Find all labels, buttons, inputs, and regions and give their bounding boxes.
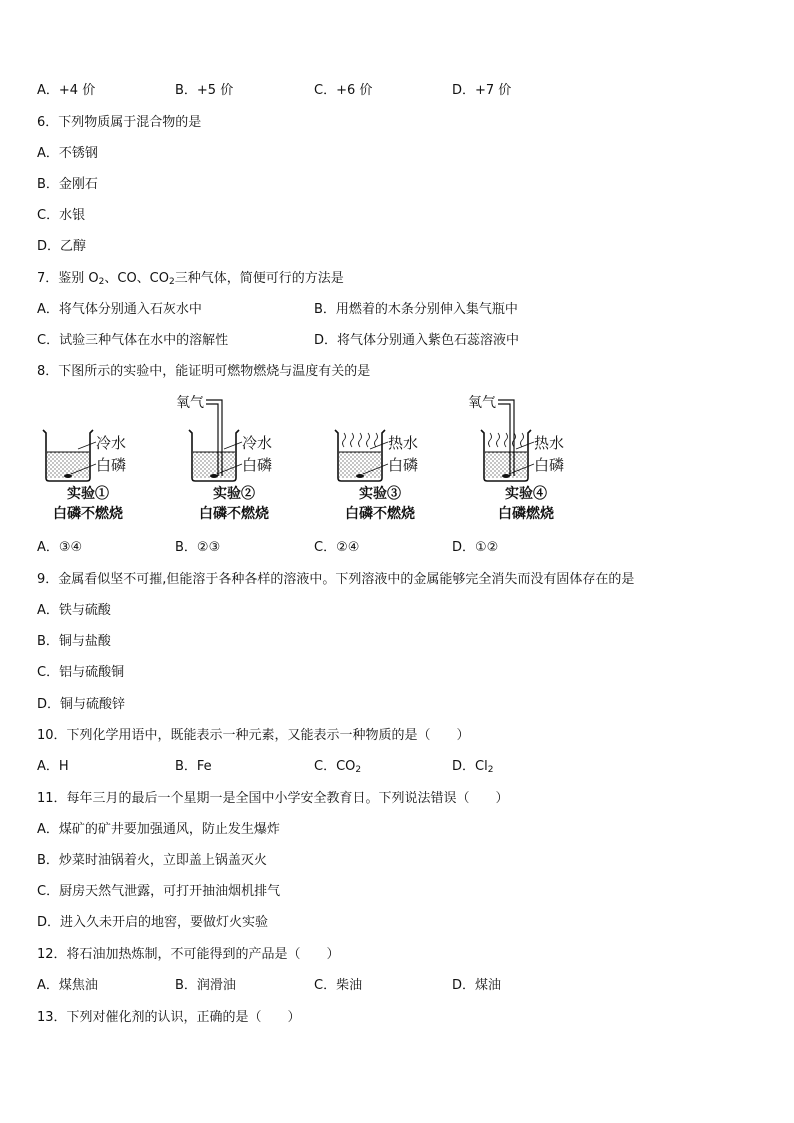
q8-option-a: A．③④ bbox=[37, 540, 83, 555]
water-leader bbox=[224, 442, 242, 449]
q5-option-d: D．+7 价 bbox=[452, 83, 512, 98]
steam-wave-1 bbox=[343, 433, 346, 447]
q7-option-c: C．试验三种气体在水中的溶解性 bbox=[37, 333, 229, 348]
water-label: 冷水 bbox=[242, 434, 273, 452]
phosphorus-lump bbox=[502, 474, 510, 478]
q13-stem: 13．下列对催化剂的认识，正确的是（ ） bbox=[37, 1010, 301, 1025]
q10-option-d: D．$Cl_2$ bbox=[452, 759, 494, 775]
q10-option-b: B．Fe bbox=[175, 759, 212, 774]
q6-option-b: B．金刚石 bbox=[37, 177, 98, 192]
q11-option-b: B．炒菜时油锅着火，立即盖上锅盖灭火 bbox=[37, 853, 267, 868]
experiment-result: 白磷不燃烧 bbox=[345, 506, 415, 522]
water-leader bbox=[78, 442, 96, 449]
q8-option-d: D．①② bbox=[452, 540, 499, 555]
steam-wave-5 bbox=[521, 433, 524, 447]
oxygen-label: 氧气 bbox=[468, 395, 496, 411]
q12-option-d: D．煤油 bbox=[452, 978, 502, 993]
experiment-result: 白磷不燃烧 bbox=[53, 506, 123, 522]
q9-option-d: D．铜与硫酸锌 bbox=[37, 697, 126, 712]
steam-wave-1 bbox=[489, 433, 492, 447]
steam-wave-4 bbox=[367, 433, 370, 447]
steam-wave-2 bbox=[497, 433, 500, 447]
water-label: 冷水 bbox=[96, 434, 127, 452]
phosphorus-label: 白磷 bbox=[388, 456, 419, 474]
q9-option-c: C．铝与硫酸铜 bbox=[37, 665, 125, 680]
q10-stem: 10．下列化学用语中，既能表示一种元素，又能表示一种物质的是（ ） bbox=[37, 728, 470, 743]
experiment-title: 实验② bbox=[213, 486, 255, 502]
q9-option-a: A．铁与硫酸 bbox=[37, 603, 111, 618]
q7-stem: 7．鉴别 $O_2$、CO、$CO_2$三种气体，简便可行的方法是 bbox=[37, 271, 344, 287]
q8-option-b: B．②③ bbox=[175, 540, 221, 555]
q12-option-a: A．煤焦油 bbox=[37, 978, 98, 993]
q11-option-a: A．煤矿的矿井要加强通风，防止发生爆炸 bbox=[37, 822, 280, 837]
water-leader bbox=[370, 442, 388, 449]
q12-option-c: C．柴油 bbox=[314, 978, 363, 993]
q7-option-d: D．将气体分别通入紫色石蕊溶液中 bbox=[314, 333, 520, 348]
q5-option-b: B．+5 价 bbox=[175, 83, 234, 98]
water-label: 热水 bbox=[388, 434, 419, 452]
q6-option-a: A．不锈钢 bbox=[37, 146, 98, 161]
phosphorus-label: 白磷 bbox=[96, 456, 127, 474]
experiment-1 bbox=[43, 430, 126, 522]
q7-option-a: A．将气体分别通入石灰水中 bbox=[37, 302, 202, 317]
q11-stem: 11．每年三月的最后一个星期一是全国中小学安全教育日。下列说法错误（ ） bbox=[37, 791, 509, 806]
steam-wave-3 bbox=[505, 433, 508, 447]
steam-wave-3 bbox=[359, 433, 362, 447]
oxygen-label: 氧气 bbox=[176, 395, 204, 411]
q6-stem: 6．下列物质属于混合物的是 bbox=[37, 115, 202, 130]
experiment-title: 实验④ bbox=[505, 486, 547, 502]
experiment-4 bbox=[468, 395, 564, 522]
q10-option-c: C．$CO_2$ bbox=[314, 759, 362, 775]
q12-stem: 12．将石油加热炼制，不可能得到的产品是（ ） bbox=[37, 947, 340, 962]
q5-option-c: C．+6 价 bbox=[314, 83, 373, 98]
q6-option-d: D．乙醇 bbox=[37, 239, 87, 254]
q9-option-b: B．铜与盐酸 bbox=[37, 634, 111, 649]
q8-experiment-figure bbox=[38, 392, 578, 528]
steam-wave-5 bbox=[375, 433, 378, 447]
experiment-title: 实验① bbox=[67, 486, 109, 502]
q11-option-c: C．厨房天然气泄露，可打开抽油烟机排气 bbox=[37, 884, 281, 899]
experiment-result: 白磷燃烧 bbox=[498, 506, 554, 522]
experiment-result: 白磷不燃烧 bbox=[199, 506, 269, 522]
phosphorus-label: 白磷 bbox=[242, 456, 273, 474]
phosphorus-lump bbox=[210, 474, 218, 478]
q8-option-c: C．②④ bbox=[314, 540, 360, 555]
phosphorus-lump bbox=[64, 474, 72, 478]
phosphorus-lump bbox=[356, 474, 364, 478]
q8-stem: 8．下图所示的实验中，能证明可燃物燃烧与温度有关的是 bbox=[37, 364, 371, 379]
steam-wave-2 bbox=[351, 433, 354, 447]
water-leader bbox=[516, 442, 534, 449]
q11-option-d: D．进入久未开启的地窖，要做灯火实验 bbox=[37, 915, 269, 930]
experiment-2 bbox=[176, 395, 272, 522]
q5-option-a: A．+4 价 bbox=[37, 83, 96, 98]
phosphorus-label: 白磷 bbox=[534, 456, 565, 474]
q10-option-a: A．H bbox=[37, 759, 69, 774]
q7-option-b: B．用燃着的木条分别伸入集气瓶中 bbox=[314, 302, 518, 317]
q9-stem: 9．金属看似坚不可摧,但能溶于各种各样的溶液中。下列溶液中的金属能够完全消失而没有固体存在的是 bbox=[37, 572, 635, 587]
experiment-title: 实验③ bbox=[359, 486, 401, 502]
q6-option-c: C．水银 bbox=[37, 208, 86, 223]
q12-option-b: B．润滑油 bbox=[175, 978, 236, 993]
water-label: 热水 bbox=[534, 434, 565, 452]
experiment-3 bbox=[335, 430, 418, 522]
